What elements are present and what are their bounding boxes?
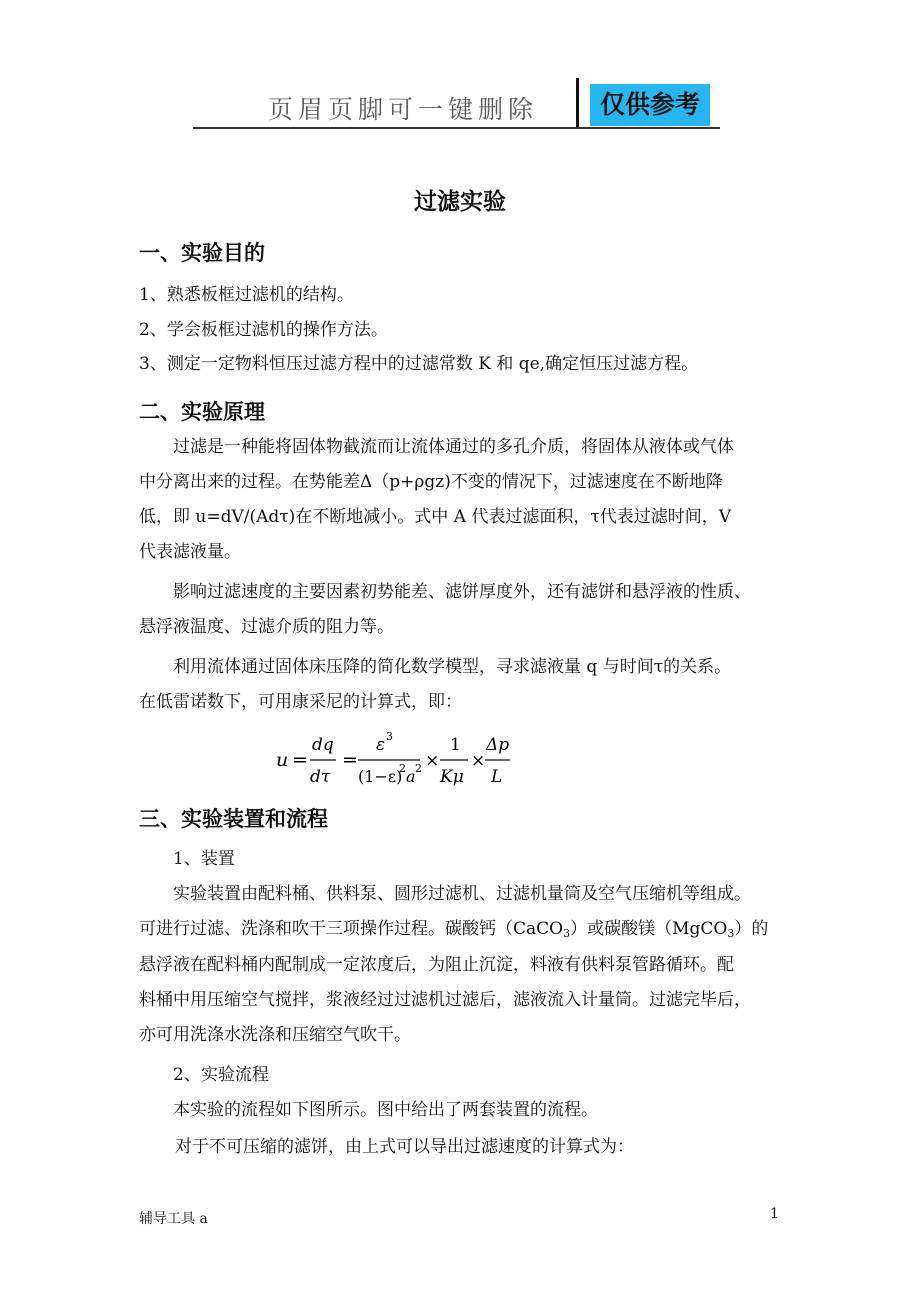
formula-times-1: × [425, 751, 440, 771]
footer-label: 辅导工具 a [139, 1211, 208, 1227]
purpose-item-3: 3、测定一定物料恒压过滤方程中的过滤常数 K 和 qe,确定恒压过滤方程。 [139, 354, 699, 374]
principle-line-8: 在低雷诺数下，可用康采尼的计算式，即： [139, 692, 462, 712]
formula-dq: dq [312, 735, 334, 755]
apparatus-subheading-1: 1、装置 [173, 849, 235, 869]
principle-line-4: 代表滤液量。 [139, 542, 241, 562]
formula-dtau: dτ [310, 767, 331, 787]
formula-a: a [406, 767, 416, 786]
section-heading-principle: 二、实验原理 [139, 399, 265, 424]
section-heading-apparatus: 三、实验装置和流程 [139, 806, 328, 831]
principle-line-5: 影响过滤速度的主要因素初势能差、滤饼厚度外，还有滤饼和悬浮液的性质、 [173, 582, 751, 602]
flow-line-2: 对于不可压缩的滤饼，由上式可以导出过滤速度的计算式为： [175, 1137, 634, 1157]
formula-times-2: × [471, 751, 486, 771]
formula-equals: = [292, 749, 308, 771]
header-badge: 仅供参考 [590, 84, 710, 126]
apparatus-line-2-part-a: 可进行过滤、洗涤和吹干三项操作过程。碳酸钙（CaCO [139, 919, 564, 939]
section-heading-purpose: 一、实验目的 [139, 240, 265, 265]
principle-line-3: 低，即 u=dV/(Adτ)在不断地减小。式中 A 代表过滤面积，τ代表过滤时间，V [139, 507, 732, 527]
formula-L: L [491, 767, 503, 787]
purpose-item-1: 1、熟悉板框过滤机的结构。 [139, 285, 354, 305]
principle-line-7: 利用流体通过固体床压降的简化数学模型，寻求滤液量 q 与时间τ的关系。 [173, 657, 732, 677]
kozeny-formula [270, 726, 530, 790]
formula-u: u [276, 749, 289, 771]
document-title: 过滤实验 [414, 188, 506, 215]
header-rule [193, 127, 720, 129]
flow-line-1: 本实验的流程如下图所示。图中给出了两套装置的流程。 [173, 1100, 598, 1120]
formula-kmu: Kμ [440, 767, 464, 787]
page-number: 1 [770, 1206, 779, 1222]
principle-line-1: 过滤是一种能将固体物截流而让流体通过的多孔介质，将固体从液体或气体 [173, 437, 734, 457]
subscript-3: 3 [563, 927, 571, 940]
formula-denominator: (1−ε) [358, 767, 403, 786]
purpose-item-2: 2、学会板框过滤机的操作方法。 [139, 320, 388, 340]
apparatus-line-2 [139, 917, 768, 941]
apparatus-subheading-2: 2、实验流程 [173, 1065, 269, 1085]
apparatus-line-2-part-c: ）的 [734, 919, 769, 939]
header-left-text: 页眉页脚可一键删除 [268, 95, 539, 124]
apparatus-line-5: 亦可用洗涤水洗涤和压缩空气吹干。 [139, 1025, 411, 1045]
apparatus-line-4: 料桶中用压缩空气搅拌，浆液经过过滤机过滤后，滤液流入计量筒。过滤完毕后， [139, 990, 751, 1010]
subscript-3: 3 [727, 927, 735, 940]
header-divider [576, 78, 579, 128]
formula-dp: Δp [486, 735, 510, 755]
apparatus-line-2-part-b: ）或碳酸镁（MgCO [570, 919, 728, 939]
apparatus-line-3: 悬浮液在配料桶内配制成一定浓度后，为阻止沉淀，料液有供料泵管路循环。配 [139, 955, 734, 975]
principle-line-2: 中分离出来的过程。在势能差Δ（p+ρgz)不变的情况下，过滤速度在不断地降 [139, 472, 723, 492]
apparatus-line-1: 实验装置由配料桶、供料泵、圆形过滤机、过滤机量筒及空气压缩机等组成。 [173, 884, 751, 904]
principle-line-6: 悬浮液温度、过滤介质的阻力等。 [139, 617, 394, 637]
formula-epsilon: ε [376, 735, 386, 755]
formula-exp-2a: 2 [399, 762, 406, 775]
formula-one: 1 [450, 735, 461, 755]
formula-exp-3: 3 [386, 730, 393, 743]
formula-equals-2: = [342, 749, 358, 771]
formula-exp-2b: 2 [415, 762, 422, 775]
